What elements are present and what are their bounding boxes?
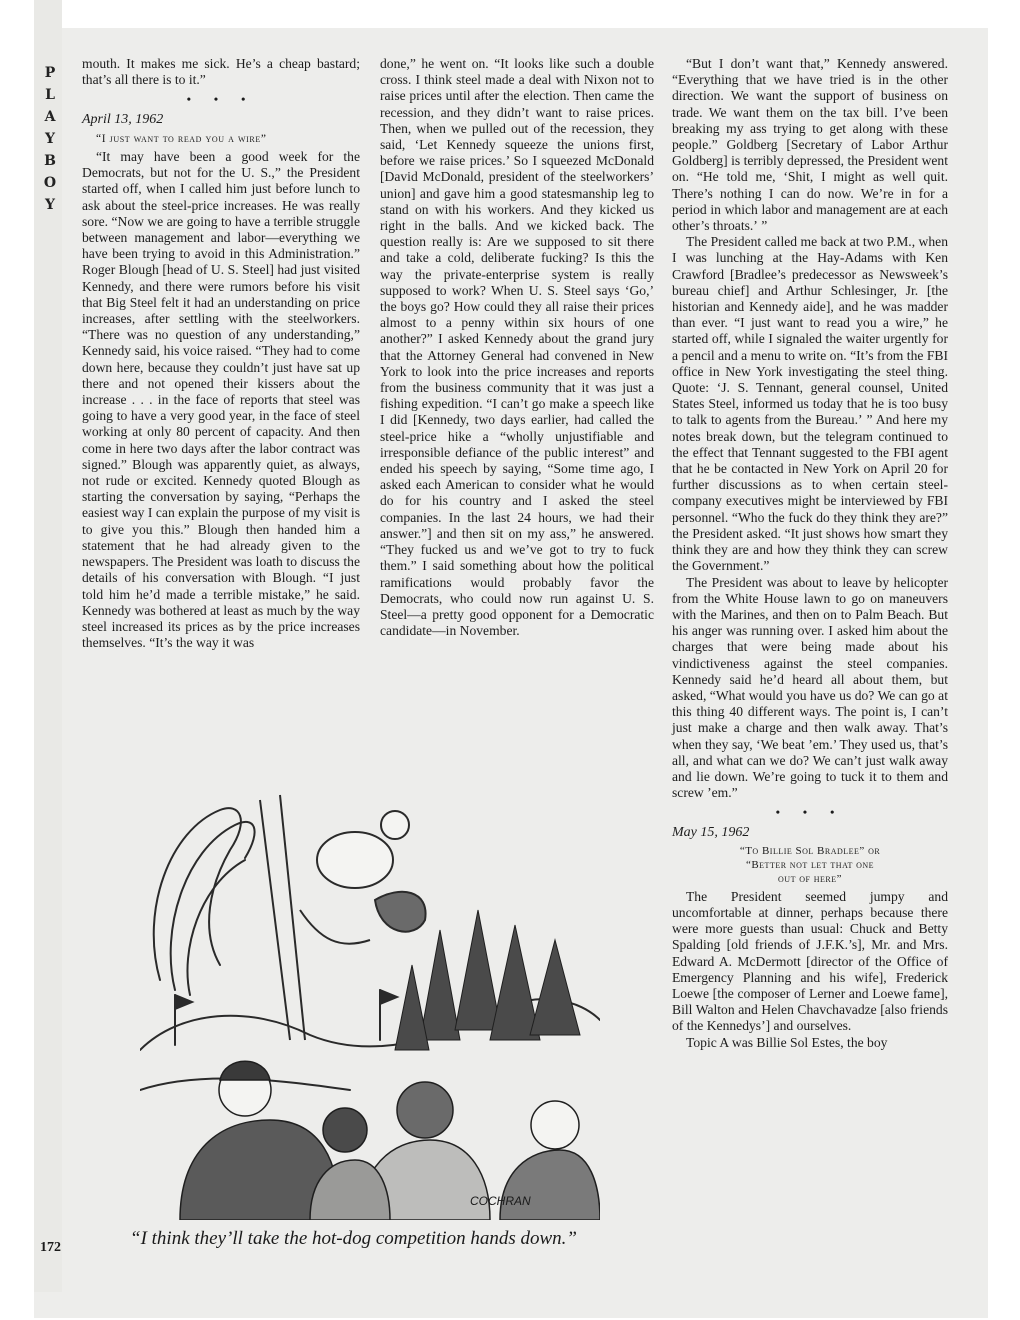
paragraph: “But I don’t want that,” Kennedy answered. “Everything that we have tried is in the other direction. We want the support of business on trade. We want them on the tax bill. I’ve been breaking my ass trying to get along with these people.” Goldberg [Secretary of Labor Arthur Goldberg] is terribly depressed, the President went on. “He told me, ‘Shit, I might as well quit. There’s nothing I can do now. We’re in for a period in which labor and management are at each other’s throats.’ ” (672, 56, 948, 234)
running-title-letter: O (43, 175, 57, 191)
paragraph: mouth. It makes me sick. He’s a cheap bastard; that’s all there is to it.” (82, 56, 360, 88)
cartoon-caption: “I think they’ll take the hot-dog competition hands down.” (130, 1228, 577, 1249)
section-heading: “I just want to read you a wire” (96, 132, 267, 145)
running-title-letter: L (45, 87, 55, 103)
magazine-running-title (40, 62, 60, 216)
running-title-letter: A (44, 109, 56, 125)
running-title-letter: Y (45, 131, 55, 147)
section-heading-line: “Better not let that one (745, 858, 875, 871)
paragraph: The President seemed jumpy and uncomfortable at dinner, perhaps because there were more guests than usual: Chuck and Betty Spalding [old friends of J.F.K.’s], Mr. and Mrs. Edward A. McDermott [director of the Office of Emergency Planning and his wife], Frederick Loewe [the composer of Lerner and Loewe fame], Bill Walton and Helen Chavchavadze [also friends of the Kennedys’] and ourselves. (672, 888, 948, 1034)
page-number: 172 (40, 1240, 61, 1255)
text-column-2 (380, 56, 654, 639)
section-separator: • • • (186, 92, 256, 107)
artist-signature: COCHRAN (470, 1194, 531, 1208)
paragraph: Topic A was Billie Sol Estes, the boy (686, 1034, 888, 1050)
running-title-letter: B (44, 153, 56, 169)
section-heading (672, 844, 948, 886)
section-date: May 15, 1962 (672, 824, 750, 840)
running-title-letter: Y (45, 197, 55, 213)
paragraph: done,” he went on. “It looks like such a double cross. I think steel made a deal with Nixon not to raise prices until after the election. Then came the recession, and they didn’t want to raise prices. Then, when we pulled out of the recession, they said, ‘Let Kennedy squeeze the unions first, before we raise prices.’ So I squeezed McDonald [David McDonald, president of the steelworkers’ union] and gave him a good statesmanship leg to stand on with his workers. And they kicked us right in the balls. And we kicked back. The question really is: Are we supposed to sit there and take a cold, deliberate fucking? Is this the way the private-enterprise system is really supposed to work? When U. S. Steel says ‘Go,’ the boys go? How could they all raise their prices almost to a penny within six hours of one another?” I asked Kennedy about the grand jury that the Attorney General had convened in New York to look into the price increases and reports from the business community that it was just a fishing expedition. “I can’t go make a speech like I did [Kennedy, two days earlier, had called the steel-price hike a “wholly unjustifiable and irresponsible defiance of the public interest” and ended his speech by saying, “Some time ago, I asked each American to consider what he would do for his country and I asked the steel companies. In the last 24 hours, we had their answer.”] and then sit on my ass,” he answered. “They fucked us and we’ve got to try to fuck them.” I said something about how the political ramifications would probably favor the Democrats, who could now run against U. S. Steel—a pretty good opponent for a Democratic candidate—in November. (380, 56, 654, 639)
ski-cartoon-illustration (140, 790, 600, 1220)
text-column-1 (82, 56, 360, 651)
text-column-3 (672, 56, 948, 1051)
section-heading-line: “To Billie Sol Bradlee” or (739, 844, 881, 857)
paragraph: The President called me back at two P.M., when I was lunching at the Hay-Adams with Ken Crawford [Bradlee’s predecessor as Newsweek’s bureau chief] and Arthur Schlesinger, Jr. [the historian and Kennedy aide], and he was madder than ever. “I just want to read you a wire,” he started off, while I signaled the waiter urgently for a pencil and a menu to write on. “It’s from the FBI office in New York investigating the steel thing. Quote: ‘J. S. Tennant, general counsel, United States Steel, informed us today that he is too busy to talk to agents from the Bureau.’ ” And here my notes break down, but the telegram continued to the effect that Tennant suggested to the FBI agent that he be contacted in New York on April 20 for further discussions as to when certain steel-company executives might be interviewed by FBI personnel. “Who the fuck do they think they are?” the President asked. “It just shows how smart they think they are and how they think they can screw the Government.” (672, 234, 948, 574)
section-separator: • • • (775, 805, 845, 820)
paragraph: “It may have been a good week for the Democrats, but not for the U. S.,” the President started off, when I called him just before lunch to ask about the steel-price increases. He was really sore. “Now we are going to have a terrible struggle between management and labor—everything we have been trying to avoid in this Administration.” Roger Blough [head of U. S. Steel] had just visited Kennedy, and there were rumors before his visit that Big Steel felt it had an understanding on price increases, after settling with the steelworkers. “There was no question of any understanding,” Kennedy said, his voice raised. “They had to come down here, because they couldn’t just have sat up there and not opened their kissers about the increase . . . in the face of reports that steel was going to have a very good year, in the face of steel working at only 80 percent of capacity. And then come in here two days after the labor contract was signed.” Blough was apparently quiet, as always, not rude or excited. Kennedy quoted Blough as starting the conversation by saying, “Perhaps the easiest way I can explain the purpose of my visit is to give you this.” Blough then handed him a statement that he had already given to the newspapers. The President was loath to discuss the details of his conversation with Blough. “I just told him he’d made a terrible mistake,” he said. Kennedy was bothered at least as much by the way steel increased its prices as by the price increases themselves. “It’s the way it was (82, 149, 360, 651)
running-title-letter: P (44, 65, 56, 81)
section-date: April 13, 1962 (82, 111, 164, 127)
paragraph: The President was about to leave by helicopter from the White House lawn to go on maneuvers with the Marines, and then on to Palm Beach. But his anger was running over. I asked him about the charges that were being made about his vindictiveness against the steel companies. Kennedy said he’d heard all about them, but asked, “What would you have us do? We can go at this thing 40 different ways. The point is, I can’t just make a charge and then walk away. That’s when they say, ‘We beat ’em.’ They used us, that’s all, and what can we do? We can’t just walk away and lie down. We’re going to tuck it to them and screw ’em.” (672, 574, 948, 801)
section-heading-line: out of here” (778, 872, 842, 885)
